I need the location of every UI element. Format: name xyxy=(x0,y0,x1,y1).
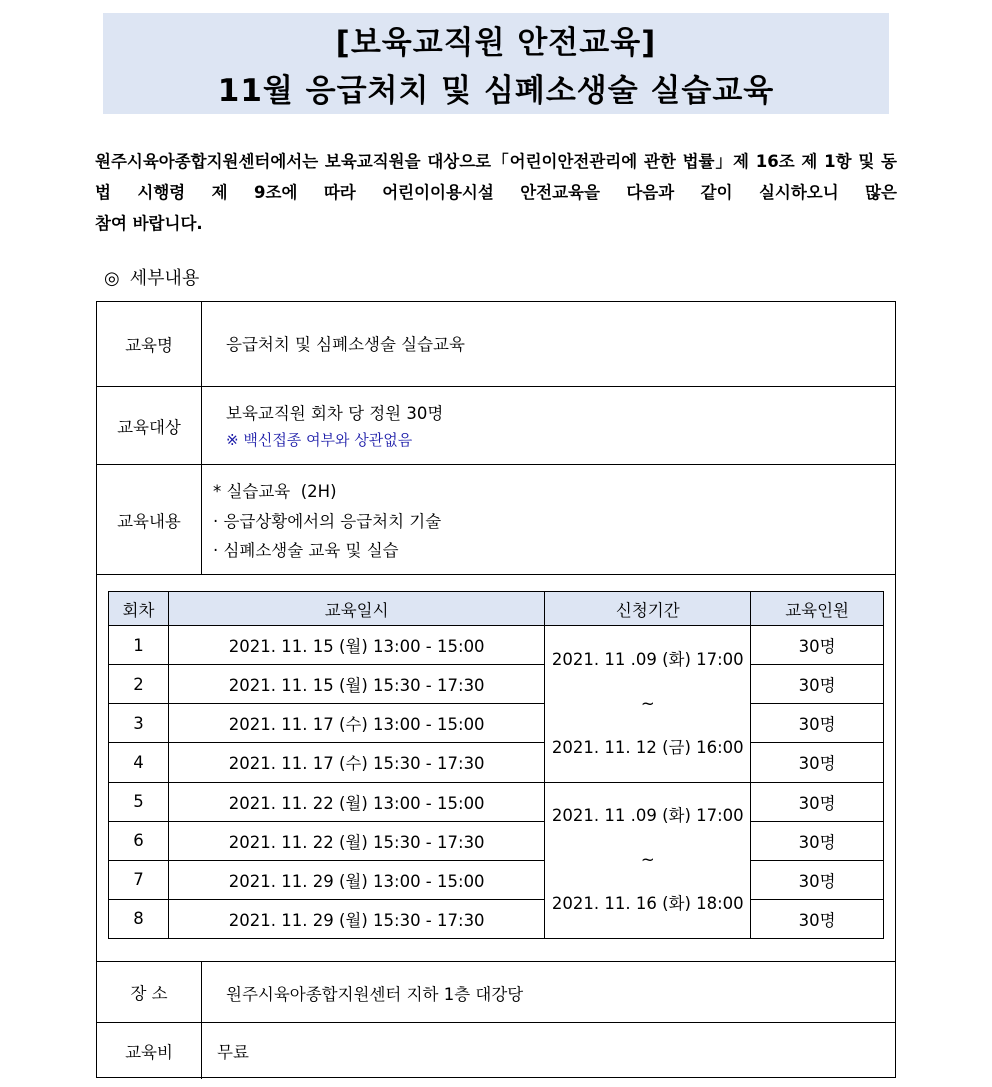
application-period-1 xyxy=(545,626,751,782)
period-end: 2021. 11. 12 (금) 16:00 xyxy=(551,737,744,757)
row-place xyxy=(97,962,895,1023)
table-row xyxy=(109,626,884,665)
value-target xyxy=(201,387,895,464)
section-label: 세부내용 xyxy=(129,268,200,289)
row-target xyxy=(97,387,895,465)
session-datetime: 2021. 11. 22 (월) 13:00 - 15:00 xyxy=(168,782,544,821)
intro-text-2: 참여 바랍니다. xyxy=(95,214,203,233)
schedule-table xyxy=(108,591,884,939)
label-content: 교육내용 xyxy=(97,465,202,574)
value-place: 원주시육아종합지원센터 지하 1층 대강당 xyxy=(226,985,524,1004)
session-capacity: 30명 xyxy=(751,782,884,821)
content-line-3: · 심폐소생술 교육 및 실습 xyxy=(213,541,399,560)
table-row xyxy=(109,821,884,860)
session-no: 2 xyxy=(109,665,169,704)
application-period-2 xyxy=(545,782,751,938)
table-row xyxy=(109,860,884,899)
value-content xyxy=(201,465,895,574)
row-fee xyxy=(97,1023,895,1079)
period-separator: ~ xyxy=(640,850,655,870)
target-text: 보육교직원 회차 당 정원 30명 xyxy=(226,404,444,423)
session-no: 3 xyxy=(109,704,169,743)
row-course-name xyxy=(97,302,895,387)
session-no: 1 xyxy=(109,626,169,665)
header-period: 신청기간 xyxy=(545,592,751,626)
row-schedule xyxy=(97,575,895,962)
session-capacity: 30명 xyxy=(751,665,884,704)
session-datetime: 2021. 11. 17 (수) 15:30 - 17:30 xyxy=(168,743,544,782)
title-line-1: [보육교직원 안전교육] xyxy=(335,25,657,61)
table-row xyxy=(109,899,884,938)
session-capacity: 30명 xyxy=(751,743,884,782)
table-row xyxy=(109,743,884,782)
header-capacity: 교육인원 xyxy=(751,592,884,626)
session-capacity: 30명 xyxy=(751,821,884,860)
label-course-name: 교육명 xyxy=(97,302,202,386)
session-no: 7 xyxy=(109,860,169,899)
session-datetime: 2021. 11. 17 (수) 13:00 - 15:00 xyxy=(168,704,544,743)
session-capacity: 30명 xyxy=(751,899,884,938)
session-datetime: 2021. 11. 29 (월) 15:30 - 17:30 xyxy=(168,899,544,938)
period-end: 2021. 11. 16 (화) 18:00 xyxy=(551,894,744,914)
section-heading xyxy=(104,264,199,290)
title-line-2: 11월 응급처치 및 심폐소생술 실습교육 xyxy=(217,73,775,109)
period-start: 2021. 11 .09 (화) 17:00 xyxy=(551,806,744,826)
session-no: 4 xyxy=(109,743,169,782)
session-capacity: 30명 xyxy=(751,860,884,899)
header-session: 회차 xyxy=(109,592,169,626)
session-capacity: 30명 xyxy=(751,704,884,743)
double-circle-icon: ◎ xyxy=(104,268,120,289)
content-line-1: * 실습교육 (2H) xyxy=(213,482,337,501)
table-row xyxy=(109,704,884,743)
table-row xyxy=(109,782,884,821)
session-capacity: 30명 xyxy=(751,626,884,665)
label-target: 교육대상 xyxy=(97,387,202,464)
value-course-name: 응급처치 및 심폐소생술 실습교육 xyxy=(226,335,465,354)
row-content xyxy=(97,465,895,575)
session-datetime: 2021. 11. 15 (월) 13:00 - 15:00 xyxy=(168,626,544,665)
session-no: 5 xyxy=(109,782,169,821)
target-note: ※ 백신접종 여부와 상관없음 xyxy=(226,431,413,449)
intro-text-1: 원주시육아종합지원센터에서는 보육교직원을 대상으로「어린이안전관리에 관한 법률」제 16조 제 1항 및 동법 시행령 제 9조에 따라 어린이이용시설 안전교육을 다음과 같이 실시하오니 많은 xyxy=(95,152,897,202)
session-datetime: 2021. 11. 22 (월) 15:30 - 17:30 xyxy=(168,821,544,860)
period-start: 2021. 11 .09 (화) 17:00 xyxy=(551,649,744,669)
content-line-2: · 응급상황에서의 응급처치 기술 xyxy=(213,511,442,531)
schedule-header-row xyxy=(109,592,884,626)
title-banner xyxy=(103,13,889,114)
header-datetime: 교육일시 xyxy=(168,592,544,626)
session-no: 6 xyxy=(109,821,169,860)
table-row xyxy=(109,665,884,704)
session-datetime: 2021. 11. 15 (월) 15:30 - 17:30 xyxy=(168,665,544,704)
session-no: 8 xyxy=(109,899,169,938)
details-table xyxy=(96,301,896,1078)
label-fee: 교육비 xyxy=(97,1023,202,1079)
label-place: 장 소 xyxy=(97,962,202,1022)
period-separator: ~ xyxy=(640,693,655,713)
session-datetime: 2021. 11. 29 (월) 13:00 - 15:00 xyxy=(168,860,544,899)
value-fee: 무료 xyxy=(217,1043,249,1062)
intro-paragraph xyxy=(95,146,897,239)
